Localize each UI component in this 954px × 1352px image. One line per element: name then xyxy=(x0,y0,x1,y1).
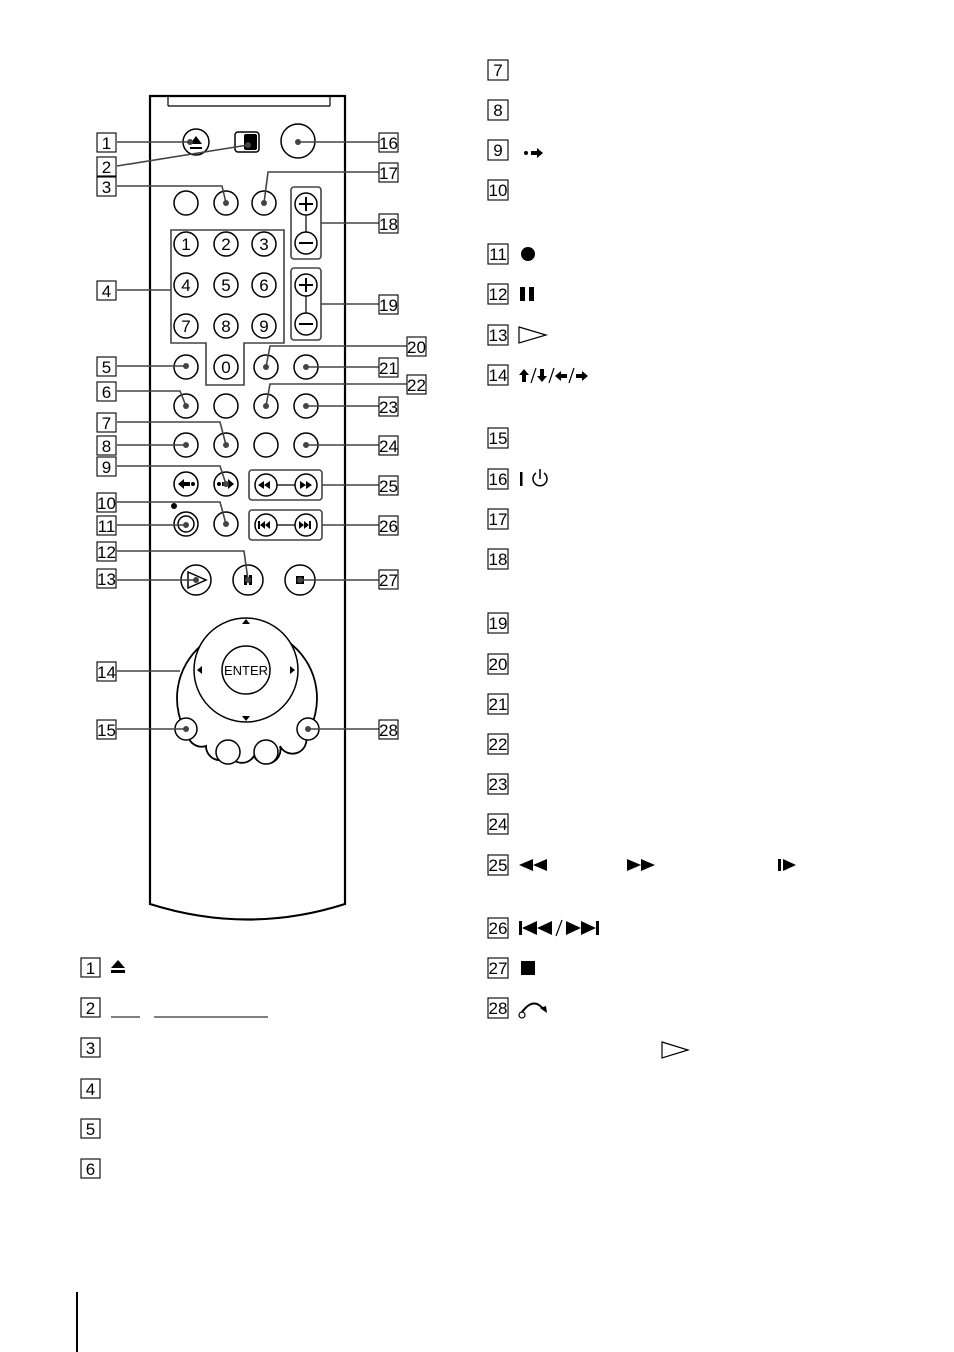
callout-15 xyxy=(97,720,116,740)
svg-text:8: 8 xyxy=(101,437,112,456)
digit-label: 0 xyxy=(221,358,231,377)
callout-18 xyxy=(379,214,398,234)
svg-text:16: 16 xyxy=(488,470,508,489)
callout-4 xyxy=(97,281,116,301)
svg-text:2: 2 xyxy=(101,158,112,177)
svg-text:1: 1 xyxy=(85,959,96,978)
rewind-forward-slow-icon xyxy=(519,859,796,871)
callout-2 xyxy=(97,157,116,177)
legend-item-10 xyxy=(488,180,508,200)
power-icon xyxy=(520,469,547,486)
svg-text:25: 25 xyxy=(488,856,508,875)
svg-text:4: 4 xyxy=(85,1080,96,1099)
record-dot-icon xyxy=(521,247,535,261)
enter-label: ENTER xyxy=(223,663,269,678)
legend-item-27 xyxy=(488,958,508,978)
svg-text:21: 21 xyxy=(488,695,508,714)
number-button-3[interactable] xyxy=(252,232,276,256)
number-button-2[interactable] xyxy=(214,232,238,256)
mode-switch[interactable] xyxy=(235,132,259,152)
callout-9 xyxy=(97,457,116,477)
svg-text:14: 14 xyxy=(97,663,116,682)
bottom-button-left[interactable] xyxy=(216,740,240,764)
button-row-406-2[interactable] xyxy=(214,394,238,418)
callout-20 xyxy=(407,337,426,357)
callout-28 xyxy=(379,720,398,740)
callout-16 xyxy=(379,133,398,153)
callout-23 xyxy=(379,397,398,417)
legend-item-20 xyxy=(488,654,508,674)
legend-item-26 xyxy=(488,918,508,938)
button-row2-1[interactable] xyxy=(174,191,198,215)
minus-button-18[interactable] xyxy=(295,232,317,254)
number-button-9[interactable] xyxy=(252,314,276,338)
digit-label: 5 xyxy=(221,276,231,295)
callout-26 xyxy=(379,516,398,536)
svg-text:26: 26 xyxy=(488,919,508,938)
callout-25 xyxy=(379,476,398,496)
legend-item-6 xyxy=(81,1159,100,1179)
callout-7 xyxy=(97,413,116,433)
digit-label: 6 xyxy=(259,276,269,295)
legend-item-13 xyxy=(488,325,508,345)
svg-text:2: 2 xyxy=(85,999,96,1018)
number-button-4[interactable] xyxy=(174,273,198,297)
legend-item-19 xyxy=(488,613,508,633)
svg-text:4: 4 xyxy=(101,282,112,301)
svg-text:26: 26 xyxy=(379,517,398,536)
svg-text:5: 5 xyxy=(101,358,112,377)
callout-8 xyxy=(97,436,116,456)
svg-text:17: 17 xyxy=(379,164,398,183)
fast-forward-button[interactable] xyxy=(295,474,317,496)
svg-text:7: 7 xyxy=(493,61,503,80)
legend-item-11 xyxy=(488,244,508,264)
callout-22 xyxy=(407,375,426,395)
remote-body xyxy=(150,96,345,920)
legend-item-24 xyxy=(488,814,508,834)
number-button-7[interactable] xyxy=(174,314,198,338)
legend-item-8 xyxy=(488,100,508,120)
legend-item-17 xyxy=(488,509,508,529)
callout-11 xyxy=(97,516,116,536)
legend-item-9 xyxy=(488,140,508,160)
next-button[interactable] xyxy=(295,514,317,536)
callout-1 xyxy=(97,133,116,153)
callout-27 xyxy=(379,570,398,590)
digit-label: 1 xyxy=(181,235,191,254)
number-button-8[interactable] xyxy=(214,314,238,338)
digit-label: 2 xyxy=(221,235,231,254)
svg-text:19: 19 xyxy=(379,296,398,315)
svg-text:24: 24 xyxy=(488,815,508,834)
callout-14 xyxy=(97,662,116,682)
plus-button-19[interactable] xyxy=(295,274,317,296)
svg-text:3: 3 xyxy=(101,178,112,197)
legend-item-23 xyxy=(488,774,508,794)
callout-19 xyxy=(379,295,398,315)
prev-next-icon xyxy=(519,920,599,936)
digit-label: 9 xyxy=(259,317,269,336)
plus-button-18[interactable] xyxy=(295,193,317,215)
svg-text:17: 17 xyxy=(488,510,508,529)
svg-text:18: 18 xyxy=(488,550,508,569)
svg-text:13: 13 xyxy=(97,570,116,589)
svg-text:15: 15 xyxy=(488,429,508,448)
play-outline-icon xyxy=(519,327,546,343)
callout-13 xyxy=(97,569,116,589)
arrow-keys-icon xyxy=(519,368,588,383)
digit-label: 4 xyxy=(181,276,191,295)
legend-item-12 xyxy=(488,284,508,304)
record-indicator-dot xyxy=(171,503,177,509)
svg-text:14: 14 xyxy=(488,366,508,385)
svg-text:8: 8 xyxy=(493,101,503,120)
legend-item-22 xyxy=(488,734,508,754)
legend-item-5 xyxy=(81,1119,100,1139)
svg-text:6: 6 xyxy=(85,1160,96,1179)
svg-text:11: 11 xyxy=(489,245,507,264)
minus-button-19[interactable] xyxy=(295,313,317,335)
svg-text:23: 23 xyxy=(488,775,508,794)
svg-text:12: 12 xyxy=(97,543,116,562)
svg-text:23: 23 xyxy=(379,398,398,417)
svg-text:16: 16 xyxy=(379,134,398,153)
callout-21 xyxy=(379,358,398,378)
number-button-6[interactable] xyxy=(252,273,276,297)
slow-forward-icon xyxy=(778,859,796,871)
callout-3 xyxy=(97,177,116,197)
svg-text:22: 22 xyxy=(407,376,426,395)
number-button-1[interactable] xyxy=(174,232,198,256)
svg-text:27: 27 xyxy=(379,571,398,590)
svg-text:1: 1 xyxy=(101,134,112,153)
svg-text:20: 20 xyxy=(407,338,426,357)
svg-text:10: 10 xyxy=(97,494,116,513)
digit-label: 7 xyxy=(181,317,191,336)
legend-item-15 xyxy=(488,428,508,448)
svg-text:27: 27 xyxy=(488,959,508,978)
page-margin-rule xyxy=(76,1292,78,1352)
legend-item-25 xyxy=(488,855,508,875)
svg-text:5: 5 xyxy=(85,1120,96,1139)
callout-12 xyxy=(97,542,116,562)
callout-24 xyxy=(379,436,398,456)
callout-17 xyxy=(379,163,398,183)
pause-icon xyxy=(520,287,534,301)
instant-replay-button[interactable] xyxy=(174,472,198,496)
svg-text:10: 10 xyxy=(488,181,508,200)
svg-text:19: 19 xyxy=(488,614,508,633)
eject-icon xyxy=(111,960,125,973)
number-button-0[interactable] xyxy=(214,355,238,379)
return-icon xyxy=(519,1003,547,1018)
legend-item-16 xyxy=(488,469,508,489)
svg-text:28: 28 xyxy=(379,721,398,740)
legend-item-7 xyxy=(488,60,508,80)
legend-item-3 xyxy=(81,1038,100,1058)
legend-item-28 xyxy=(488,998,508,1018)
svg-text:25: 25 xyxy=(379,477,398,496)
legend-item-4 xyxy=(81,1079,100,1099)
fast-forward-icon xyxy=(627,859,655,871)
legend-left xyxy=(81,958,268,1179)
svg-text:13: 13 xyxy=(488,326,508,345)
rewind-icon xyxy=(519,859,547,871)
svg-text:22: 22 xyxy=(488,735,508,754)
prev-button[interactable] xyxy=(255,514,277,536)
svg-text:20: 20 xyxy=(488,655,508,674)
legend-right xyxy=(488,60,796,1058)
legend-item-1 xyxy=(81,958,100,978)
svg-text:6: 6 xyxy=(101,383,112,402)
legend-item-21 xyxy=(488,694,508,714)
rewind-button[interactable] xyxy=(255,474,277,496)
digit-label: 8 xyxy=(221,317,231,336)
callout-6 xyxy=(97,382,116,402)
callout-5 xyxy=(97,357,116,377)
step-forward-dot-arrow-icon xyxy=(524,148,543,158)
svg-text:3: 3 xyxy=(85,1039,96,1058)
svg-text:24: 24 xyxy=(379,437,398,456)
svg-text:18: 18 xyxy=(379,215,398,234)
digit-label: 3 xyxy=(259,235,269,254)
number-button-5[interactable] xyxy=(214,273,238,297)
svg-text:28: 28 xyxy=(488,999,508,1018)
svg-text:9: 9 xyxy=(101,458,112,477)
bottom-button-right[interactable] xyxy=(254,740,278,764)
callout-10 xyxy=(97,493,116,513)
legend-item-2 xyxy=(81,998,100,1018)
svg-text:15: 15 xyxy=(97,721,116,740)
svg-text:12: 12 xyxy=(488,285,508,304)
svg-text:7: 7 xyxy=(101,414,112,433)
button-row-445-3[interactable] xyxy=(254,433,278,457)
svg-text:21: 21 xyxy=(379,359,398,378)
svg-text:9: 9 xyxy=(493,141,503,160)
legend-item-18 xyxy=(488,549,508,569)
play-outline-icon-footnote xyxy=(662,1042,688,1058)
stop-icon xyxy=(521,961,535,975)
svg-text:11: 11 xyxy=(97,517,116,536)
legend-item-14 xyxy=(488,365,508,385)
